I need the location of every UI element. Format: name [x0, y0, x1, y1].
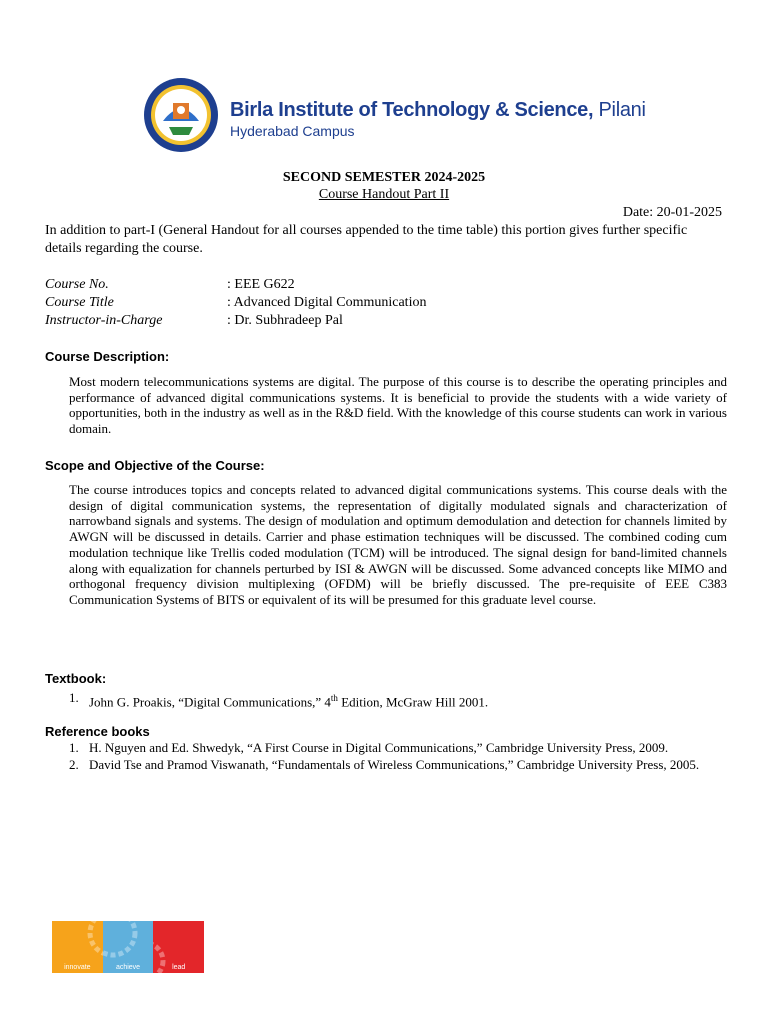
course-number-value: : EEE G622 — [227, 277, 295, 292]
campus-name: Hyderabad Campus — [230, 123, 355, 139]
semester-title: SECOND SEMESTER 2024-2025 — [282, 170, 486, 185]
textbook-heading: Textbook: — [45, 671, 107, 686]
list-item: 1. H. Nguyen and Ed. Shwedyk, “A First Course in Digital Communications,” Cambridge University Press, 2009. — [69, 740, 669, 755]
course-number-label: Course No. — [45, 277, 109, 292]
textbook-list — [69, 690, 727, 711]
achieve-block: achieve — [103, 921, 154, 973]
course-number-row — [45, 277, 295, 293]
institute-seal-icon — [143, 77, 219, 153]
course-description-text: Most modern telecommunications systems are digital. The purpose of this course is to describe the operating principles and performance of advanced digital communications systems. It is beneficial to provide the students with a wide variety of opportunities, both in the industry as well as in the R&D field. With the knowledge of this course students can work in various domain. — [69, 374, 727, 437]
document-date: Date: 20-01-2025 — [622, 205, 722, 220]
course-description-heading: Course Description: — [45, 349, 170, 364]
reference-list — [69, 740, 727, 773]
course-title-value: : Advanced Digital Communication — [227, 295, 427, 310]
institute-logo — [140, 64, 646, 160]
innovate-block: innovate — [52, 921, 103, 973]
instructor-row — [45, 313, 343, 329]
institute-name: Birla Institute of Technology & Science, Pilani — [230, 99, 646, 121]
handout-title: Course Handout Part II — [318, 187, 450, 202]
scope-heading: Scope and Objective of the Course: — [45, 458, 265, 473]
brand-tagline-logo — [52, 921, 204, 973]
intro-paragraph: In addition to part-I (General Handout for all courses appended to the time table) this portion gives further specific details regarding the course. — [45, 223, 688, 256]
reference-books-heading: Reference books — [45, 724, 150, 739]
list-item: 2. David Tse and Pramod Viswanath, “Fundamentals of Wireless Communications,” Cambridge University Press, 2005. — [69, 756, 700, 772]
list-item: 1. John G. Proakis, “Digital Communications,” 4th Edition, McGraw Hill 2001. — [69, 690, 489, 710]
instructor-label: Instructor-in-Charge — [45, 313, 163, 328]
course-title-row — [45, 295, 427, 311]
instructor-value: : Dr. Subhradeep Pal — [227, 313, 343, 328]
course-title-label: Course Title — [45, 295, 114, 310]
lead-block: lead — [153, 921, 204, 973]
scope-text: The course introduces topics and concepts related to advanced digital communications systems. This course deals with the design of digital communication systems, the representation of digitally modulated signals and characterization of narrowband signals and systems. The design of modulation and optimum demodulation and detection for channels limited by AWGN will be discussed in details. Carrier and phase estimation techniques will be discussed. The combined coding cum modulation technique like Trellis coded modulation (TCM) will be introduced. The signal design for band-limited channels along with equalization for channels perturbed by ISI & AWGN will be discussed. Some advanced concepts like MIMO and orthogonal frequency division multiplexing (OFDM) will be briefly discussed. The pre-requisite of EEE C383 Communication Systems of BITS or equivalent of its will be presumed for this graduate level course. — [69, 482, 727, 607]
